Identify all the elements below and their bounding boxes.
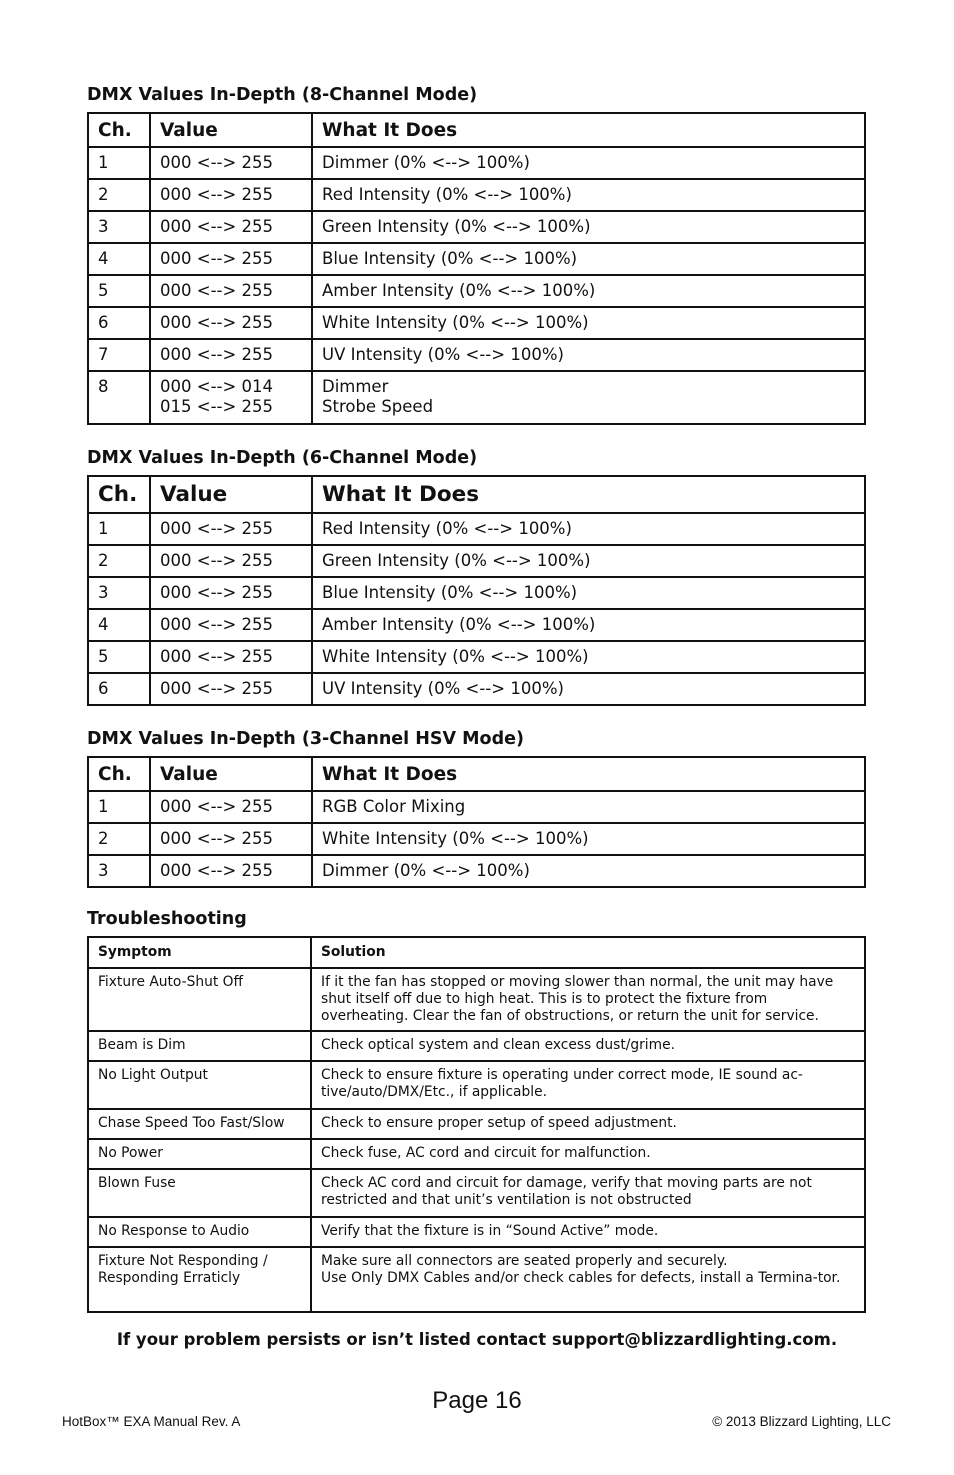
table-row: [88, 545, 865, 577]
cell-value: 000 <--> 255: [150, 307, 312, 339]
cell-solution: Check to ensure fixture is operating under correct mode, IE sound ac-tive/auto/DMX/Etc., if applicable.: [311, 1061, 865, 1109]
cell-desc: Green Intensity (0% <--> 100%): [312, 545, 865, 577]
cell-solution: Check fuse, AC cord and circuit for malfunction.: [311, 1139, 865, 1169]
cell-ch: 2: [88, 823, 150, 855]
dmx-table-3ch: [87, 756, 866, 888]
cell-value-multi: [150, 371, 312, 424]
table-row: [88, 609, 865, 641]
header-ch: Ch.: [88, 757, 150, 791]
dmx-table-6ch: [87, 475, 866, 706]
cell-desc: Green Intensity (0% <--> 100%): [312, 211, 865, 243]
cell-ch: 4: [88, 243, 150, 275]
table-row: [88, 1247, 865, 1312]
cell-desc: Amber Intensity (0% <--> 100%): [312, 609, 865, 641]
table-row: [88, 968, 865, 1031]
value-range-a: 000 <--> 014: [160, 377, 274, 396]
cell-symptom: Beam is Dim: [88, 1031, 311, 1061]
cell-value: 000 <--> 255: [150, 823, 312, 855]
table-row: [88, 243, 865, 275]
cell-desc: White Intensity (0% <--> 100%): [312, 641, 865, 673]
table-row: [88, 211, 865, 243]
cell-solution: Check optical system and clean excess dust/grime.: [311, 1031, 865, 1061]
header-what-it-does: What It Does: [312, 757, 865, 791]
cell-ch: 7: [88, 339, 150, 371]
cell-symptom: No Response to Audio: [88, 1217, 311, 1247]
cell-solution-multi: [311, 1247, 865, 1312]
table-row: [88, 1031, 865, 1061]
cell-desc: Red Intensity (0% <--> 100%): [312, 513, 865, 545]
cell-value: 000 <--> 255: [150, 791, 312, 823]
cell-ch: 3: [88, 211, 150, 243]
cell-desc: RGB Color Mixing: [312, 791, 865, 823]
cell-solution: Check AC cord and circuit for damage, verify that moving parts are not restricted and that unit’s ventilation is not obstructed: [311, 1169, 865, 1217]
header-what-it-does: What It Does: [312, 113, 865, 147]
cell-value: 000 <--> 255: [150, 179, 312, 211]
cell-desc: Red Intensity (0% <--> 100%): [312, 179, 865, 211]
cell-ch: 1: [88, 147, 150, 179]
header-solution: Solution: [311, 937, 865, 968]
cell-ch: 5: [88, 275, 150, 307]
cell-symptom: Chase Speed Too Fast/Slow: [88, 1109, 311, 1139]
cell-desc: Blue Intensity (0% <--> 100%): [312, 577, 865, 609]
header-symptom: Symptom: [88, 937, 311, 968]
table-row: [88, 1139, 865, 1169]
cell-desc-multi: [312, 371, 865, 424]
table-header-row: [88, 476, 865, 513]
solution-line-b: Use Only DMX Cables and/or check cables for defects, install a Termina-tor.: [321, 1270, 841, 1286]
cell-desc: UV Intensity (0% <--> 100%): [312, 673, 865, 705]
table-row: [88, 307, 865, 339]
cell-ch: 5: [88, 641, 150, 673]
table-row: [88, 339, 865, 371]
cell-value: 000 <--> 255: [150, 513, 312, 545]
troubleshooting-table: [87, 936, 866, 1313]
table-row: [88, 1061, 865, 1109]
symptom-line-b: Responding Erraticly: [98, 1270, 241, 1286]
cell-value: 000 <--> 255: [150, 211, 312, 243]
cell-ch: 6: [88, 307, 150, 339]
cell-desc: Dimmer (0% <--> 100%): [312, 855, 865, 887]
cell-value: 000 <--> 255: [150, 243, 312, 275]
table-row: [88, 673, 865, 705]
cell-ch: 1: [88, 791, 150, 823]
cell-value: 000 <--> 255: [150, 673, 312, 705]
table-row: [88, 641, 865, 673]
cell-desc: White Intensity (0% <--> 100%): [312, 823, 865, 855]
cell-desc: White Intensity (0% <--> 100%): [312, 307, 865, 339]
cell-solution: Check to ensure proper setup of speed adjustment.: [311, 1109, 865, 1139]
cell-value: 000 <--> 255: [150, 577, 312, 609]
table-row: [88, 577, 865, 609]
table-row: [88, 1169, 865, 1217]
table-row: [88, 147, 865, 179]
cell-ch: 1: [88, 513, 150, 545]
dmx-table-8ch: [87, 112, 866, 425]
table-row: [88, 179, 865, 211]
cell-symptom: Fixture Auto-Shut Off: [88, 968, 311, 1031]
cell-ch: 3: [88, 577, 150, 609]
header-value: Value: [150, 476, 312, 513]
table-row: [88, 275, 865, 307]
header-value: Value: [150, 757, 312, 791]
support-notice: If your problem persists or isn’t listed contact support@blizzardlighting.com.: [116, 1330, 838, 1349]
symptom-line-a: Fixture Not Responding /: [98, 1253, 268, 1269]
cell-symptom: No Light Output: [88, 1061, 311, 1109]
cell-desc: Amber Intensity (0% <--> 100%): [312, 275, 865, 307]
cell-solution: If it the fan has stopped or moving slower than normal, the unit may have shut itself off due to high heat. This is to protect the fixture from overheating. Clear the fan of obstructions, or return the unit for service.: [311, 968, 865, 1031]
table-row: [88, 791, 865, 823]
cell-value: 000 <--> 255: [150, 545, 312, 577]
section-title-troubleshooting: Troubleshooting: [87, 909, 247, 929]
header-value: Value: [150, 113, 312, 147]
section-title-6ch: DMX Values In-Depth (6-Channel Mode): [87, 448, 478, 468]
cell-value: 000 <--> 255: [150, 147, 312, 179]
footer-copyright: © 2013 Blizzard Lighting, LLC: [712, 1414, 891, 1429]
cell-desc: UV Intensity (0% <--> 100%): [312, 339, 865, 371]
cell-ch: 2: [88, 545, 150, 577]
cell-ch: 2: [88, 179, 150, 211]
table-header-row: [88, 757, 865, 791]
value-range-b: 015 <--> 255: [160, 397, 274, 416]
cell-desc: Blue Intensity (0% <--> 100%): [312, 243, 865, 275]
page-number: Page 16: [432, 1387, 522, 1414]
cell-solution: Verify that the fixture is in “Sound Active” mode.: [311, 1217, 865, 1247]
cell-symptom: Blown Fuse: [88, 1169, 311, 1217]
table-row: [88, 371, 865, 424]
desc-a: Dimmer: [322, 377, 389, 396]
table-row: [88, 855, 865, 887]
cell-value: 000 <--> 255: [150, 641, 312, 673]
header-ch: Ch.: [88, 476, 150, 513]
table-header-row: [88, 937, 865, 968]
table-row: [88, 513, 865, 545]
cell-value: 000 <--> 255: [150, 609, 312, 641]
cell-ch: 6: [88, 673, 150, 705]
cell-symptom: No Power: [88, 1139, 311, 1169]
cell-desc: Dimmer (0% <--> 100%): [312, 147, 865, 179]
section-title-8ch: DMX Values In-Depth (8-Channel Mode): [87, 85, 478, 105]
table-header-row: [88, 113, 865, 147]
cell-symptom-multi: [88, 1247, 311, 1312]
cell-ch: 8: [88, 371, 150, 424]
desc-b: Strobe Speed: [322, 397, 434, 416]
section-title-3ch: DMX Values In-Depth (3-Channel HSV Mode): [87, 729, 524, 749]
header-what-it-does: What It Does: [312, 476, 865, 513]
footer-manual-title: HotBox™ EXA Manual Rev. A: [62, 1414, 241, 1429]
solution-line-a: Make sure all connectors are seated properly and securely.: [321, 1253, 728, 1269]
cell-ch: 4: [88, 609, 150, 641]
cell-value: 000 <--> 255: [150, 855, 312, 887]
table-row: [88, 1217, 865, 1247]
cell-value: 000 <--> 255: [150, 275, 312, 307]
cell-value: 000 <--> 255: [150, 339, 312, 371]
cell-ch: 3: [88, 855, 150, 887]
table-row: [88, 823, 865, 855]
table-row: [88, 1109, 865, 1139]
header-ch: Ch.: [88, 113, 150, 147]
